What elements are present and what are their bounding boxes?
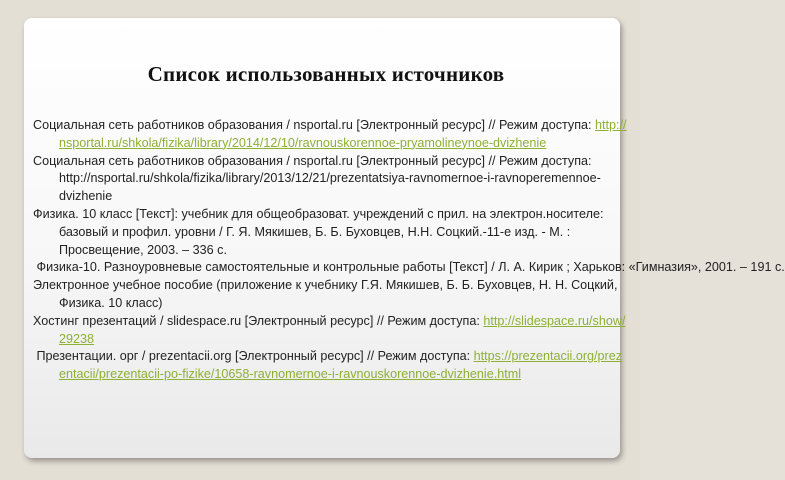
reference-text: Физика-10. Разноуровневые самостоятельные и контрольные работы [Текст] / Л. А. Кирик ; Харьков: «Гимназия», 2001. – 191 с. xyxy=(33,260,785,275)
reference-text: Электронное учебное пособие (приложение к учебнику Г.Я. Мякишев, Б. Б. Буховцев, Н. Н. Соцкий, Физика. 10 класс) xyxy=(33,278,618,310)
reference-text: Социальная сеть работников образования / nsportal.ru [Электронный ресурс] // Режим доступа: http://nsportal.ru/shkola/fizika/library/2013/12/21/prezentatsiya-ravnomernoe-i-ravnoperemennoe-dvizhenie xyxy=(33,153,601,204)
reference-item xyxy=(33,153,629,206)
reference-item xyxy=(33,348,629,384)
reference-text: Физика. 10 класс [Текст]: учебник для общеобразоват. учреждений с прил. на электрон.носителе: базовый и профил. уровни / Г. Я. Мякишев, Б. Б. Буховцев, Н.Н. Соцкий.-11-е изд. - М. : Просвещение, 2003. – 336 с. xyxy=(33,206,604,257)
reference-item xyxy=(33,277,629,313)
reference-text: Презентации. орг / prezentacii.org [Электронный ресурс] // Режим доступа: xyxy=(33,349,474,364)
reference-link[interactable]: https://prezentacii.org/prezentacii/prezentacii-po-fizike/10658-ravnomernoe-i-ravnouskorennoe-dvizhenie.html xyxy=(59,349,623,382)
reference-item xyxy=(33,259,785,277)
reference-text: Хостинг презентаций / slidespace.ru [Электронный ресурс] // Режим доступа: xyxy=(33,313,484,328)
reference-list xyxy=(33,117,785,384)
reference-link[interactable]: http://nsportal.ru/shkola/fizika/library/2014/12/10/ravnouskorennoe-pryamolineynoe-dvizhenie xyxy=(59,118,627,150)
reference-text: Социальная сеть работников образования / nsportal.ru [Электронный ресурс] // Режим доступа: xyxy=(33,118,596,132)
reference-link[interactable]: http://slidespace.ru/show/29238 xyxy=(59,313,626,346)
reference-item xyxy=(33,313,629,349)
page-title: Список использованных источников xyxy=(147,62,505,86)
reference-item xyxy=(33,206,629,259)
reference-item xyxy=(33,117,629,153)
